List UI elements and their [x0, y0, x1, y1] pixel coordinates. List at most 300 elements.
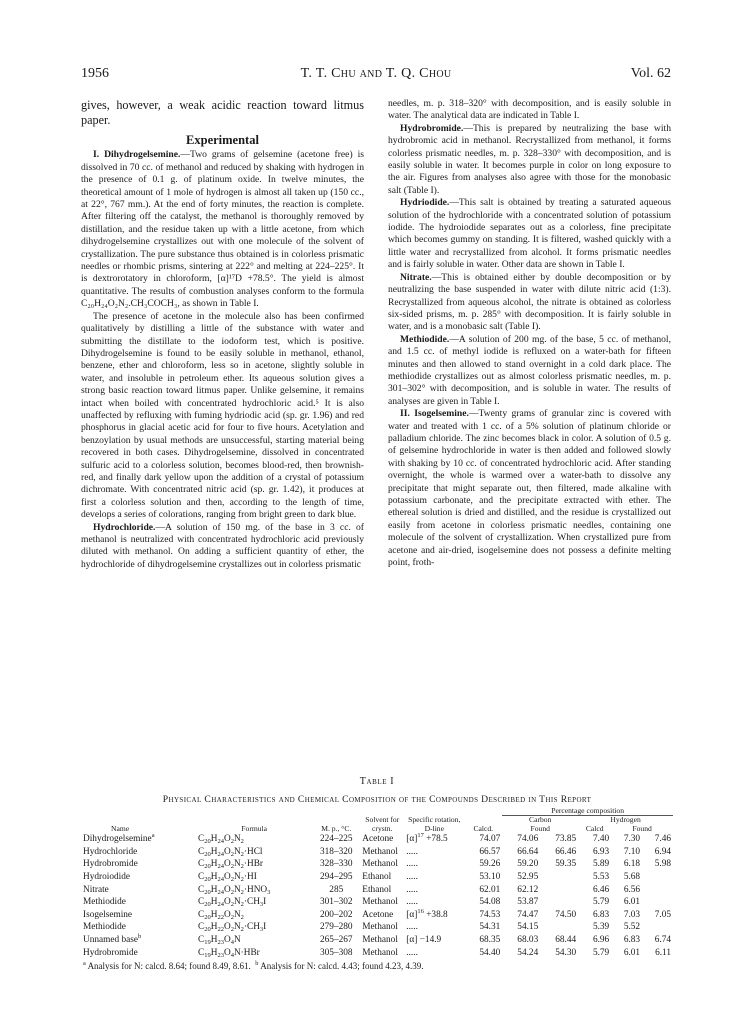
run-in-heading: Hydrochloride.	[93, 521, 156, 533]
header-hydrogen-calcd: Calcd	[585, 823, 604, 833]
formula-part: N	[233, 934, 241, 945]
formula-sub: 23	[217, 938, 224, 946]
cell-rotation	[404, 947, 464, 960]
cell-rotation	[404, 871, 464, 884]
formula-part: ·HBr	[243, 859, 264, 870]
carbon-calcd: 53.10	[479, 872, 501, 882]
hydrogen-found: 7.03	[623, 909, 641, 920]
formula-sub: 20	[204, 876, 211, 883]
formula-part: H	[210, 909, 218, 920]
cell-carbon-calcd	[464, 896, 502, 909]
melting-point: 301–302	[320, 897, 353, 908]
cell-name	[81, 871, 196, 884]
carbon-calcd: 59.26	[479, 859, 501, 870]
solvent: Methanol	[362, 859, 398, 870]
formula-part: C	[198, 846, 205, 857]
carbon-calcd: 54.08	[479, 897, 501, 908]
formula-sub: 20	[204, 913, 211, 921]
cell-hydrogen-found-1	[611, 921, 642, 934]
rotation-temp: 16	[417, 907, 424, 915]
cell-carbon-found-2	[540, 858, 578, 871]
cell-solvent	[360, 858, 404, 871]
solvent: Ethanol	[362, 884, 392, 895]
header-mp: M. p., °C.	[321, 823, 352, 833]
formula-part: C	[198, 897, 205, 908]
cell-carbon-calcd	[464, 884, 502, 897]
hydrogen-found: 7.46	[654, 834, 671, 845]
header-rotation: Specific rotation, D-line	[408, 815, 461, 833]
formula-sub: 2	[240, 838, 244, 846]
formula-part: N	[233, 897, 241, 908]
cell-hydrogen-calcd	[578, 896, 611, 909]
table-row	[81, 884, 673, 897]
formula-part: O	[223, 859, 231, 870]
compound-name: Hydrobromide	[83, 859, 138, 870]
paragraph-text: —This is prepared by neutralizing the base with hydrobromic acid in methanol. Recrystallized from methanol, it forms colorless prismatic needles, m. p. 328–330° with decomposition, and is easily soluble in water. It becomes purple in color on long exposure to the air. Figures from analyses also agree with those for the monobasic salt (Table I).	[388, 122, 671, 196]
cell-carbon-found-2	[540, 833, 578, 846]
cell-formula	[196, 909, 312, 922]
cell-mp	[312, 858, 360, 871]
melting-point: 200–202	[320, 909, 353, 920]
formula-part: O	[223, 834, 231, 845]
formula-part: H	[210, 934, 218, 945]
cell-carbon-found-1	[502, 884, 540, 897]
cell-formula	[196, 947, 312, 960]
table-row	[81, 858, 673, 871]
paragraph-text: —This is obtained either by double decomposition or by neutralizing the base suspended in water with dilute nitric acid (1:3). Recrystallized from aqueous alcohol, the nitrate is obtained as colorless six-sided prisms, m. p. 285° with decomposition. It is fairly soluble in water, and is a monobasic salt (Table I).	[388, 271, 671, 333]
carbon-found: 66.46	[555, 846, 577, 857]
cell-carbon-found-2	[540, 934, 578, 947]
formula-part: O	[223, 884, 231, 895]
header-hydrogen-found: Found	[632, 823, 652, 833]
formula-part: C	[198, 947, 205, 958]
volume-label: Vol. 62	[630, 66, 671, 81]
carbon-found: 62.12	[517, 884, 539, 895]
cell-mp	[312, 846, 360, 859]
cell-hydrogen-found-1	[611, 871, 642, 884]
formula-sub: 24	[217, 850, 224, 858]
footnote-ref: a	[151, 832, 155, 840]
hydrogen-calcd: 6.46	[592, 884, 610, 895]
cell-rotation	[404, 833, 464, 846]
formula-sub: 3	[259, 926, 264, 934]
cell-carbon-calcd	[464, 947, 502, 960]
carbon-calcd: 68.35	[479, 934, 501, 945]
cell-carbon-found-2	[540, 921, 578, 934]
cell-rotation	[404, 934, 464, 947]
hydrogen-found: 5.98	[654, 859, 671, 870]
rotation-value: .....	[406, 947, 418, 958]
paragraph-text: —A solution of 150 mg. of the base in 3 cc. of methanol is neutralized with concentrated hydrochloric acid previously diluted with methanol. On adding a sufficient quantity of ether, the hydrochloride of dihydrogelsemine crystallizes out in colorless prismatic	[81, 521, 364, 570]
formula-sub: 20	[204, 838, 211, 846]
cell-carbon-calcd	[464, 921, 502, 934]
cell-hydrogen-found-2	[642, 833, 673, 846]
continued-paragraph: gives, however, a weak acidic reaction toward litmus paper.	[81, 98, 364, 127]
cell-name	[81, 934, 196, 947]
compound-name: Methiodide	[83, 897, 126, 908]
cell-solvent	[360, 896, 404, 909]
formula-part: N	[233, 872, 241, 882]
run-in-heading: I. Dihydrogelsemine.	[93, 149, 181, 161]
formula-part: O	[223, 897, 231, 908]
formula-sub: 2	[240, 876, 244, 883]
carbon-calcd: 74.07	[479, 834, 501, 845]
formula-sub: 20	[204, 850, 211, 858]
carbon-found: 74.47	[517, 909, 539, 920]
section-heading-experimental: Experimental	[186, 133, 259, 147]
table-row	[81, 871, 673, 884]
cell-rotation	[404, 846, 464, 859]
formula-part: H	[210, 872, 218, 882]
carbon-found: 73.85	[555, 834, 577, 845]
formula-part: N	[233, 834, 241, 845]
formula-sub: 2	[240, 926, 244, 934]
formula-sub: 22	[217, 926, 224, 934]
hydrogen-found: 5.68	[623, 872, 641, 882]
formula-part: I	[263, 922, 267, 933]
carbon-found: 68.03	[517, 934, 539, 945]
paragraph-text: —This salt is obtained by treating a saturated aqueous solution of the hydrochloride with a concentrated solution of potassium iodide. The hydroiodide separates out as a colorless, fine precipitate which becomes gummy on standing. It is filtered, washed quickly with a little water and recrystallized from alcohol. It forms prismatic needles and is fairly soluble in water. Other data are shown in Table I.	[388, 197, 671, 271]
formula-sub: 2	[230, 888, 234, 896]
formula-sub: 23	[217, 951, 224, 959]
table-title: Physical Characteristics and Chemical Composition of the Compounds Described in This Report	[162, 794, 592, 805]
formula-sub: 20	[204, 901, 211, 909]
rotation-value: .....	[406, 922, 418, 933]
cell-formula	[196, 896, 312, 909]
rotation-value: −14.9	[419, 934, 442, 945]
formula-sub: 2	[240, 850, 244, 858]
cell-carbon-found-1	[502, 896, 540, 909]
run-in-heading: Methiodide.	[400, 333, 450, 345]
formula-part: O	[223, 909, 231, 920]
footnote-text: Analysis for N: calcd. 8.64; found 8.49, 8.61.	[87, 961, 251, 972]
compound-name: Nitrate	[83, 884, 109, 895]
solvent: Ethanol	[362, 872, 392, 882]
cell-hydrogen-found-1	[611, 896, 642, 909]
data-table	[81, 807, 673, 959]
cell-hydrogen-found-1	[611, 846, 642, 859]
formula-sub: 2	[230, 926, 234, 934]
formula-part: H	[210, 897, 218, 908]
formula-part: H	[210, 922, 218, 933]
footnote-mark: b	[255, 960, 259, 968]
header-solvent: Solvent for crystn.	[365, 815, 400, 833]
formula-part: O	[223, 947, 231, 958]
cell-hydrogen-found-2	[642, 871, 673, 884]
cell-carbon-calcd	[464, 909, 502, 922]
formula-part: N	[233, 884, 241, 895]
cell-mp	[312, 833, 360, 846]
cell-carbon-found-2	[540, 884, 578, 897]
formula-sub: 4	[230, 951, 234, 959]
running-title-authors: T. T. Chu and T. Q. Chou	[300, 66, 452, 81]
cell-hydrogen-found-2	[642, 884, 673, 897]
cell-carbon-found-1	[502, 871, 540, 884]
carbon-found: 59.20	[517, 859, 539, 870]
solvent: Acetone	[362, 834, 394, 845]
formula-part: N	[233, 846, 241, 857]
paragraph-nitrate	[388, 272, 671, 334]
cell-hydrogen-found-1	[611, 934, 642, 947]
cell-name	[81, 896, 196, 909]
compound-name: Hydrobromide	[83, 947, 138, 958]
paragraph-properties: The presence of acetone in the molecule also has been confirmed qualitatively by distilling a little of the substance with water and submitting the distillate to the iodoform test, which is positive. Dihydrogelsemine is found to be easily soluble in methanol, ethanol, benzene, ether and chloroform, less so in acetone, slightly soluble in water, and insoluble in petroleum ether. Its aqueous solution gives a strong basic reaction toward litmus paper. Unlike gelsemine, it remains intact when boiled with concentrated hydrochloric acid.⁵ It is also unaffected by refluxing with fuming hydriodic acid (sp. gr. 1.96) and red phosphorus in glacial acetic acid for four to five hours. Acetylation and benzoylation by usual methods are unsuccessful, starting material being recovered in both cases. Dihydrogelsemine, dissolved in concentrated sulfuric acid to a colorless solution, becomes blood-red, then brownish-red, and finally dark yellow upon the addition of a crystal of potassium dichromate. With concentrated nitric acid (sp. gr. 1.42), it produces at first a colorless solution and then, according to the length of time, develops a series of colorations, ranging from bright green to dark blue.	[81, 310, 364, 521]
run-in-heading: Hydriodide.	[400, 197, 450, 209]
carbon-found: 59.35	[555, 859, 577, 870]
cell-carbon-found-1	[502, 858, 540, 871]
hydrogen-found: 7.10	[623, 846, 641, 857]
cell-hydrogen-found-2	[642, 921, 673, 934]
cell-carbon-calcd	[464, 858, 502, 871]
cell-formula	[196, 934, 312, 947]
formula-part: O	[223, 872, 231, 882]
cell-name	[81, 833, 196, 846]
cell-mp	[312, 896, 360, 909]
cell-solvent	[360, 884, 404, 897]
formula-sub: 20	[204, 888, 211, 896]
cell-hydrogen-calcd	[578, 909, 611, 922]
formula-sub: 2	[240, 901, 244, 909]
cell-hydrogen-calcd	[578, 884, 611, 897]
formula-part: N	[233, 859, 241, 870]
compound-name: Dihydrogelsemine	[83, 834, 152, 845]
cell-mp	[312, 934, 360, 947]
cell-carbon-found-2	[540, 896, 578, 909]
formula-sub: 2	[230, 863, 234, 871]
cell-hydrogen-found-2	[642, 858, 673, 871]
carbon-found: 74.50	[555, 909, 577, 920]
compound-name: Hydroiodide	[83, 872, 130, 882]
rotation-value: .....	[406, 872, 418, 882]
formula-sub: 2	[230, 901, 234, 909]
paragraph-dihydrogelsemine	[81, 149, 364, 310]
hydrogen-calcd: 6.93	[592, 846, 610, 857]
rotation-symbol: [α]	[406, 934, 418, 945]
header-percentage-composition: Percentage composition	[502, 807, 673, 816]
cell-solvent	[360, 846, 404, 859]
rotation-value: +38.8	[426, 909, 448, 920]
compound-name: Isogelsemine	[83, 909, 133, 920]
cell-solvent	[360, 934, 404, 947]
cell-solvent	[360, 909, 404, 922]
table-row	[81, 909, 673, 922]
cell-carbon-found-1	[502, 921, 540, 934]
cell-rotation	[404, 909, 464, 922]
cell-carbon-found-2	[540, 846, 578, 859]
cell-carbon-calcd	[464, 871, 502, 884]
hydrogen-found: 6.83	[623, 934, 641, 945]
table-row	[81, 896, 673, 909]
cell-mp	[312, 884, 360, 897]
running-header	[81, 66, 671, 84]
cell-formula	[196, 921, 312, 934]
cell-hydrogen-calcd	[578, 947, 611, 960]
formula-sub: 24	[217, 888, 224, 896]
formula-part: I	[263, 897, 267, 908]
cell-hydrogen-calcd	[578, 833, 611, 846]
paragraph-hydrochloride	[81, 522, 364, 572]
formula-part: C	[198, 909, 205, 920]
hydrogen-calcd: 6.96	[592, 934, 610, 945]
formula-part: C	[198, 872, 205, 882]
table-row	[81, 934, 673, 947]
formula-part: N	[233, 922, 241, 933]
carbon-found: 54.15	[517, 922, 539, 933]
table-footnotes	[81, 961, 673, 971]
hydrogen-found: 7.05	[654, 909, 671, 920]
cell-formula	[196, 871, 312, 884]
cell-hydrogen-calcd	[578, 921, 611, 934]
cell-name	[81, 909, 196, 922]
rotation-value: .....	[406, 859, 418, 870]
solvent: Methanol	[362, 934, 398, 945]
formula-part: H	[210, 859, 218, 870]
carbon-calcd: 62.01	[479, 884, 501, 895]
melting-point: 294–295	[320, 872, 353, 882]
carbon-calcd: 66.57	[479, 846, 501, 857]
cell-mp	[312, 909, 360, 922]
footnote-text: Analysis for N: calcd. 4.43; found 4.23, 4.39.	[260, 961, 424, 972]
table-row	[81, 846, 673, 859]
formula-sub: 3	[267, 888, 271, 896]
formula-part: O	[223, 846, 231, 857]
formula-part: C	[198, 859, 205, 870]
melting-point: 318–320	[320, 846, 353, 857]
formula-part: ·HNO	[243, 884, 268, 895]
cell-rotation	[404, 921, 464, 934]
cell-hydrogen-calcd	[578, 871, 611, 884]
formula-sub: 19	[204, 951, 211, 959]
cell-hydrogen-calcd	[578, 934, 611, 947]
hydrogen-found: 7.30	[623, 834, 641, 845]
hydrogen-found: 5.52	[623, 922, 641, 933]
formula-part: O	[223, 922, 231, 933]
formula-sub: 2	[240, 913, 244, 921]
formula-sub: 2	[230, 876, 234, 883]
solvent: Acetone	[362, 909, 394, 920]
header-carbon-calcd: Calcd.	[473, 823, 494, 833]
compound-name: Methiodide	[83, 922, 126, 933]
header-hydrogen: Hydrogen	[610, 815, 641, 825]
formula-sub: 20	[204, 863, 211, 871]
formula-part: N·HBr	[233, 947, 260, 958]
formula-part: ·HCl	[243, 846, 263, 857]
cell-carbon-calcd	[464, 833, 502, 846]
cell-formula	[196, 858, 312, 871]
formula-sub: 24	[217, 901, 224, 909]
cell-name	[81, 858, 196, 871]
carbon-found: 68.44	[555, 934, 577, 945]
formula-part: C	[198, 922, 205, 933]
cell-hydrogen-calcd	[578, 858, 611, 871]
cell-carbon-found-1	[502, 934, 540, 947]
carbon-calcd: 54.40	[479, 947, 501, 958]
rotation-value: .....	[406, 846, 418, 857]
header-carbon: Carbon	[529, 815, 552, 825]
cell-name	[81, 846, 196, 859]
cell-solvent	[360, 947, 404, 960]
formula-part: C	[198, 884, 205, 895]
paragraph-text: —Twenty grams of granular zinc is covered with water and treated with 1 cc. of a 5% solution of platinum chloride or palladium chloride. The zinc becomes black in color. A solution of 0.5 g. of gelsemine hydrochloride in water is then added and followed slowly with shaking by 10 cc. of concentrated hydrochloric acid. After standing overnight, the whole is warmed over a water-bath to dissolve any precipitate that might separate out, then filtered, made alkaline with potassium carbonate, and the precipitate extracted with ether. The ethereal solution is dried and distilled, and the residue is crystallized out easily from acetone in colorless prismatic needles, containing one molecule of the solvent of crystallization. When crystallized pure from acetone and air-dried, isogelsemine does not possess a definite melting point, froth-	[388, 408, 672, 569]
cell-solvent	[360, 871, 404, 884]
cell-carbon-found-1	[502, 947, 540, 960]
rotation-value: +78.5	[426, 834, 448, 845]
cell-hydrogen-found-1	[611, 884, 642, 897]
cell-carbon-found-2	[540, 871, 578, 884]
hydrogen-found: 6.94	[654, 846, 671, 857]
carbon-found: 54.24	[517, 947, 539, 958]
cell-solvent	[360, 833, 404, 846]
page-number: 1956	[81, 66, 109, 81]
continued-paragraph: needles, m. p. 318–320° with decomposition, and is easily soluble in water. The analytical data are indicated in Table I.	[388, 98, 671, 122]
cell-carbon-found-2	[540, 947, 578, 960]
melting-point: 265–267	[320, 934, 353, 945]
solvent: Methanol	[362, 947, 398, 958]
cell-hydrogen-found-1	[611, 833, 642, 846]
cell-name	[81, 947, 196, 960]
cell-carbon-found-1	[502, 833, 540, 846]
cell-hydrogen-calcd	[578, 846, 611, 859]
hydrogen-found: 6.01	[623, 897, 641, 908]
cell-solvent	[360, 921, 404, 934]
header-name: Name	[111, 823, 130, 833]
cell-carbon-found-1	[502, 846, 540, 859]
rotation-symbol: [α]	[406, 909, 418, 920]
melting-point: 328–330	[320, 859, 353, 870]
table-caption: Table I	[359, 776, 395, 787]
formula-sub: 19	[204, 938, 211, 946]
cell-name	[81, 884, 196, 897]
run-in-heading: Hydrobromide.	[400, 122, 464, 134]
header-formula: Formula	[241, 823, 268, 833]
paragraph-methiodide	[388, 334, 671, 408]
melting-point: 279–280	[320, 922, 353, 933]
formula-sub: 24	[217, 863, 224, 871]
formula-sub: 4	[230, 938, 234, 946]
carbon-found: 53.87	[517, 897, 539, 908]
formula-sub: 20	[204, 926, 211, 934]
table-row	[81, 947, 673, 960]
hydrogen-calcd: 5.79	[592, 947, 610, 958]
cell-hydrogen-found-1	[611, 947, 642, 960]
footnote-ref: b	[138, 932, 142, 940]
compound-name: Hydrochloride	[83, 846, 138, 857]
carbon-found: 66.64	[517, 846, 539, 857]
cell-mp	[312, 947, 360, 960]
cell-rotation	[404, 858, 464, 871]
cell-mp	[312, 871, 360, 884]
formula-part: ·HI	[243, 872, 257, 882]
formula-sub: 2	[240, 863, 244, 871]
cell-hydrogen-found-2	[642, 909, 673, 922]
cell-rotation	[404, 884, 464, 897]
hydrogen-found: 6.56	[623, 884, 641, 895]
formula-part: H	[210, 947, 218, 958]
cell-carbon-found-1	[502, 909, 540, 922]
melting-point: 224–225	[320, 834, 353, 845]
table-row	[81, 833, 673, 846]
formula-part: O	[223, 934, 231, 945]
solvent: Methanol	[362, 922, 398, 933]
header-carbon-found: Found	[530, 823, 550, 833]
right-column	[388, 98, 671, 569]
cell-formula	[196, 833, 312, 846]
cell-hydrogen-found-2	[642, 846, 673, 859]
left-column	[81, 98, 364, 571]
cell-hydrogen-found-1	[611, 909, 642, 922]
hydrogen-found: 6.18	[623, 859, 641, 870]
compound-name: Unnamed base	[83, 934, 138, 945]
